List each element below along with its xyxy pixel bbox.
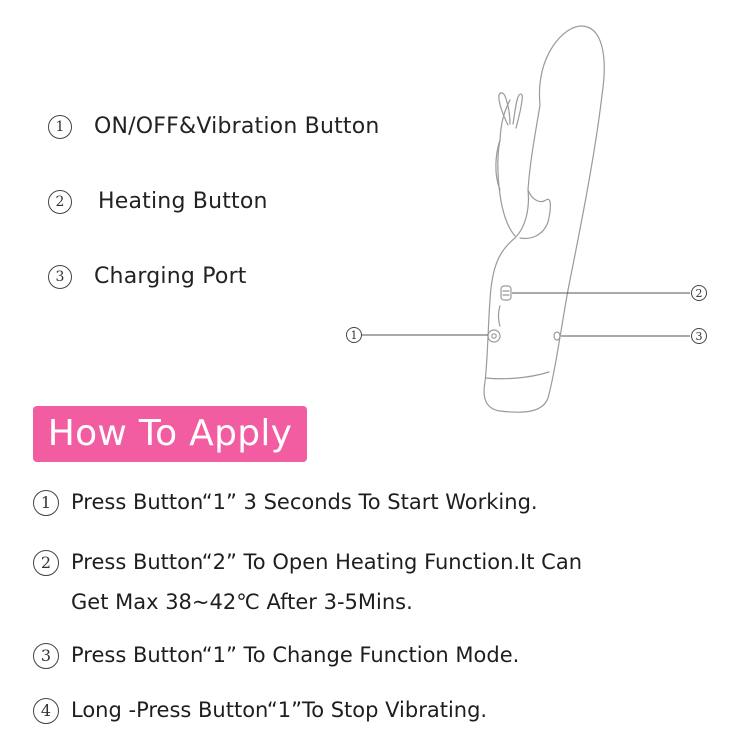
legend-label: ON/OFF&Vibration Button — [94, 114, 380, 139]
device-base-band — [486, 372, 549, 379]
callout-1: 1 — [350, 329, 358, 342]
step-line: Press Button“1” To Change Function Mode. — [71, 643, 520, 667]
step-number: 1 — [33, 490, 59, 516]
legend-number: 2 — [48, 190, 72, 214]
button-slot — [499, 306, 501, 326]
legend-number: 3 — [48, 265, 72, 289]
heating-button — [501, 286, 511, 300]
callout-2: 2 — [695, 287, 703, 300]
step-line: Long -Press Button“1”To Stop Vibrating. — [71, 698, 488, 722]
step-line: Get Max 38~42℃ After 3-5Mins. — [71, 590, 413, 614]
step-number: 2 — [33, 550, 59, 576]
instruction-step — [33, 549, 582, 622]
step-text — [71, 690, 487, 730]
callout-3: 3 — [695, 330, 703, 343]
step-text — [71, 635, 519, 675]
step-line: Press Button“1” 3 Seconds To Start Working. — [71, 490, 538, 514]
instruction-step — [33, 697, 487, 730]
step-text — [71, 542, 582, 622]
instruction-step — [33, 642, 519, 675]
instruction-step — [33, 489, 538, 522]
charging-port — [554, 332, 560, 340]
step-number: 4 — [33, 698, 59, 724]
legend-label: Heating Button — [98, 189, 268, 214]
device-outline — [484, 26, 604, 412]
rabbit-ear — [499, 93, 510, 125]
rabbit-ear — [513, 94, 522, 128]
power-button — [488, 330, 500, 342]
legend-label: Charging Port — [94, 264, 247, 289]
how-to-apply-banner: How To Apply — [33, 406, 307, 462]
step-line: Press Button“2” To Open Heating Function.It Can — [71, 550, 583, 574]
step-text — [71, 482, 538, 522]
legend-number: 1 — [48, 115, 72, 139]
step-number: 3 — [33, 643, 59, 669]
